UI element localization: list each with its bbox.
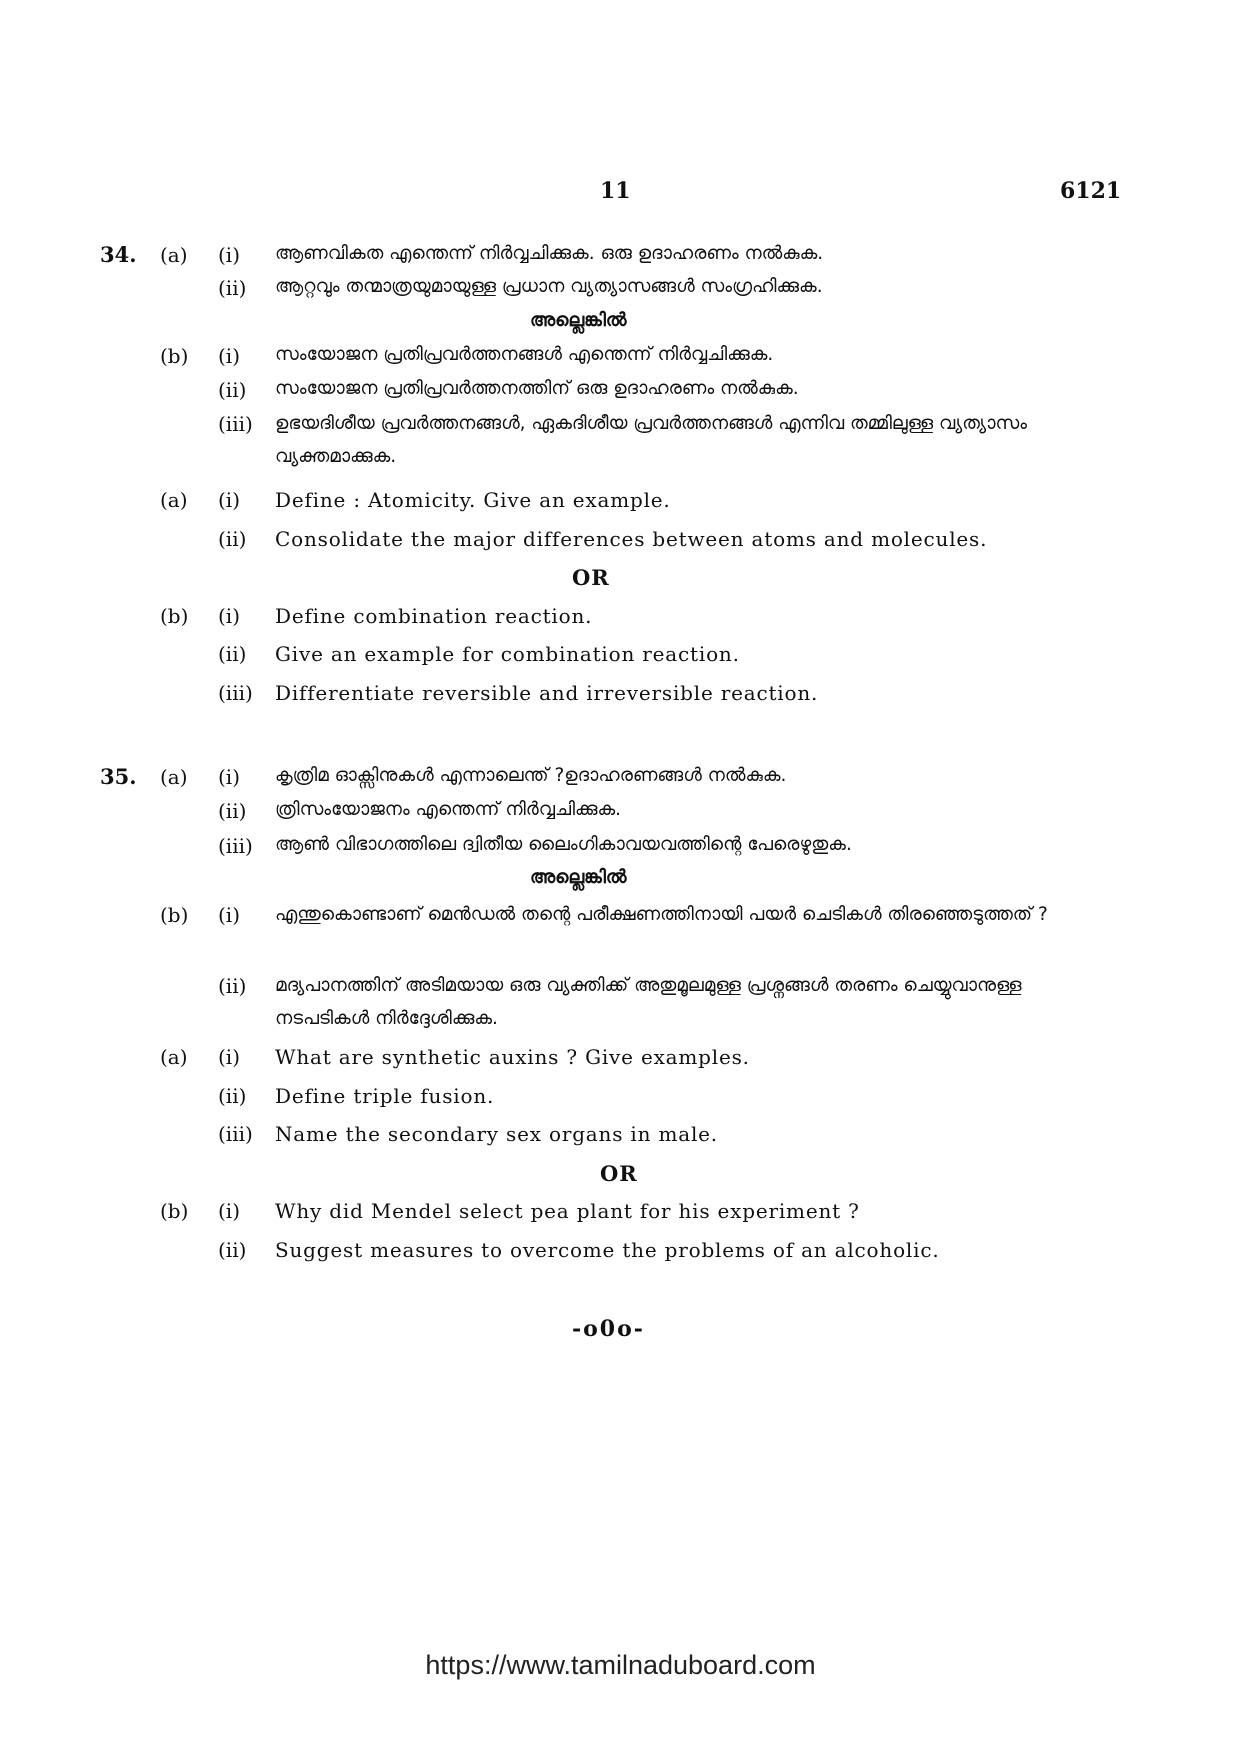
question-text: കൃത്രിമ ഓക്സിനുകൾ എന്നാലെന്ത് ?ഉദാഹരണങ്ങൾ നൽകുക. xyxy=(275,765,787,786)
subpart-label: (ii) xyxy=(218,276,247,300)
subpart-label: (iii) xyxy=(218,1122,253,1146)
part-label: (a) xyxy=(160,488,188,512)
subpart-label: (ii) xyxy=(218,378,247,402)
question-text: Consolidate the major differences between atoms and molecules. xyxy=(275,527,988,551)
subpart-label: (iii) xyxy=(218,412,253,436)
question-text: സംയോജന പ്രതിപ്രവർത്തനങ്ങൾ എന്തെന്ന് നിർവ്വചിക്കുക. xyxy=(275,344,774,365)
subpart-label: (iii) xyxy=(218,834,253,858)
or-divider: അല്ലെങ്കിൽ xyxy=(530,310,627,331)
part-label: (a) xyxy=(160,765,188,789)
subpart-label: (ii) xyxy=(218,527,247,551)
part-label: (b) xyxy=(160,344,189,368)
subpart-label: (ii) xyxy=(218,1084,247,1108)
subpart-label: (ii) xyxy=(218,1238,247,1262)
question-text: ആറ്റവും തന്മാത്രയുമായുള്ള പ്രധാന വ്യത്യാസങ്ങൾ സംഗ്രഹിക്കുക. xyxy=(275,276,823,297)
question-text: സംയോജന പ്രതിപ്രവർത്തനത്തിന് ഒരു ഉദാഹരണം നൽകുക. xyxy=(275,378,799,399)
part-label: (b) xyxy=(160,604,189,628)
question-text: Define triple fusion. xyxy=(275,1084,495,1108)
or-divider: അല്ലെങ്കിൽ xyxy=(530,867,627,888)
question-text: മദ്യപാനത്തിന് അടിമയായ ഒരു വ്യക്തിക്ക് അതുമൂലമുള്ള പ്രശ്നങ്ങൾ തരണം ചെയ്യുവാനുള്ള നടപടികൾ നിർദ്ദേശിക്കുക. xyxy=(275,975,1022,1029)
question-number: 34. xyxy=(100,242,137,267)
part-label: (b) xyxy=(160,903,189,927)
subpart-label: (i) xyxy=(218,1045,241,1069)
question-text: Why did Mendel select pea plant for his experiment ? xyxy=(275,1199,860,1223)
question-number: 35. xyxy=(100,764,137,789)
question-text: Name the secondary sex organs in male. xyxy=(275,1122,718,1146)
subpart-label: (iii) xyxy=(218,681,253,705)
question-text: Define : Atomicity. Give an example. xyxy=(275,488,671,512)
subpart-label: (ii) xyxy=(218,974,247,998)
question-text: Define combination reaction. xyxy=(275,604,593,628)
part-label: (a) xyxy=(160,1045,188,1069)
question-text: എന്തുകൊണ്ടാണ് മെൻഡൽ തന്റെ പരീക്ഷണത്തിനായി പയർ ചെടികൾ തിരഞ്ഞെടുത്തത് ? xyxy=(275,904,1048,925)
question-text: Give an example for combination reaction. xyxy=(275,642,740,666)
question-text: Differentiate reversible and irreversible reaction. xyxy=(275,681,819,705)
subpart-label: (i) xyxy=(218,243,241,267)
subpart-label: (i) xyxy=(218,765,241,789)
subpart-label: (i) xyxy=(218,903,241,927)
subpart-label: (i) xyxy=(218,344,241,368)
part-label: (a) xyxy=(160,243,188,267)
question-text: What are synthetic auxins ? Give examples. xyxy=(275,1045,750,1069)
question-text: ആണവികത എന്തെന്ന് നിർവ്വചിക്കുക. ഒരു ഉദാഹരണം നൽകുക. xyxy=(275,243,824,264)
or-divider: OR xyxy=(600,1161,638,1186)
subpart-label: (i) xyxy=(218,1199,241,1223)
page-number: 11 xyxy=(600,178,631,204)
footer-url[interactable]: https://www.tamilnaduboard.com xyxy=(425,1650,816,1680)
subpart-label: (ii) xyxy=(218,642,247,666)
paper-code: 6121 xyxy=(1060,178,1122,204)
or-divider: OR xyxy=(572,565,610,590)
question-text: ത്രിസംയോജനം എന്തെന്ന് നിർവ്വചിക്കുക. xyxy=(275,799,622,820)
end-of-paper-mark: -o0o- xyxy=(572,1316,645,1342)
subpart-label: (ii) xyxy=(218,799,247,823)
question-text: Suggest measures to overcome the problems of an alcoholic. xyxy=(275,1238,940,1262)
subpart-label: (i) xyxy=(218,488,241,512)
question-text: ഉഭയദിശീയ പ്രവർത്തനങ്ങൾ, ഏകദിശീയ പ്രവർത്തനങ്ങൾ എന്നിവ തമ്മിലുള്ള വ്യത്യാസം വ്യക്തമാക്കുക. xyxy=(275,413,1027,467)
part-label: (b) xyxy=(160,1199,189,1223)
subpart-label: (i) xyxy=(218,604,241,628)
question-text: ആൺ വിഭാഗത്തിലെ ദ്വിതീയ ലൈംഗികാവയവത്തിന്റെ പേരെഴുതുക. xyxy=(275,834,852,855)
